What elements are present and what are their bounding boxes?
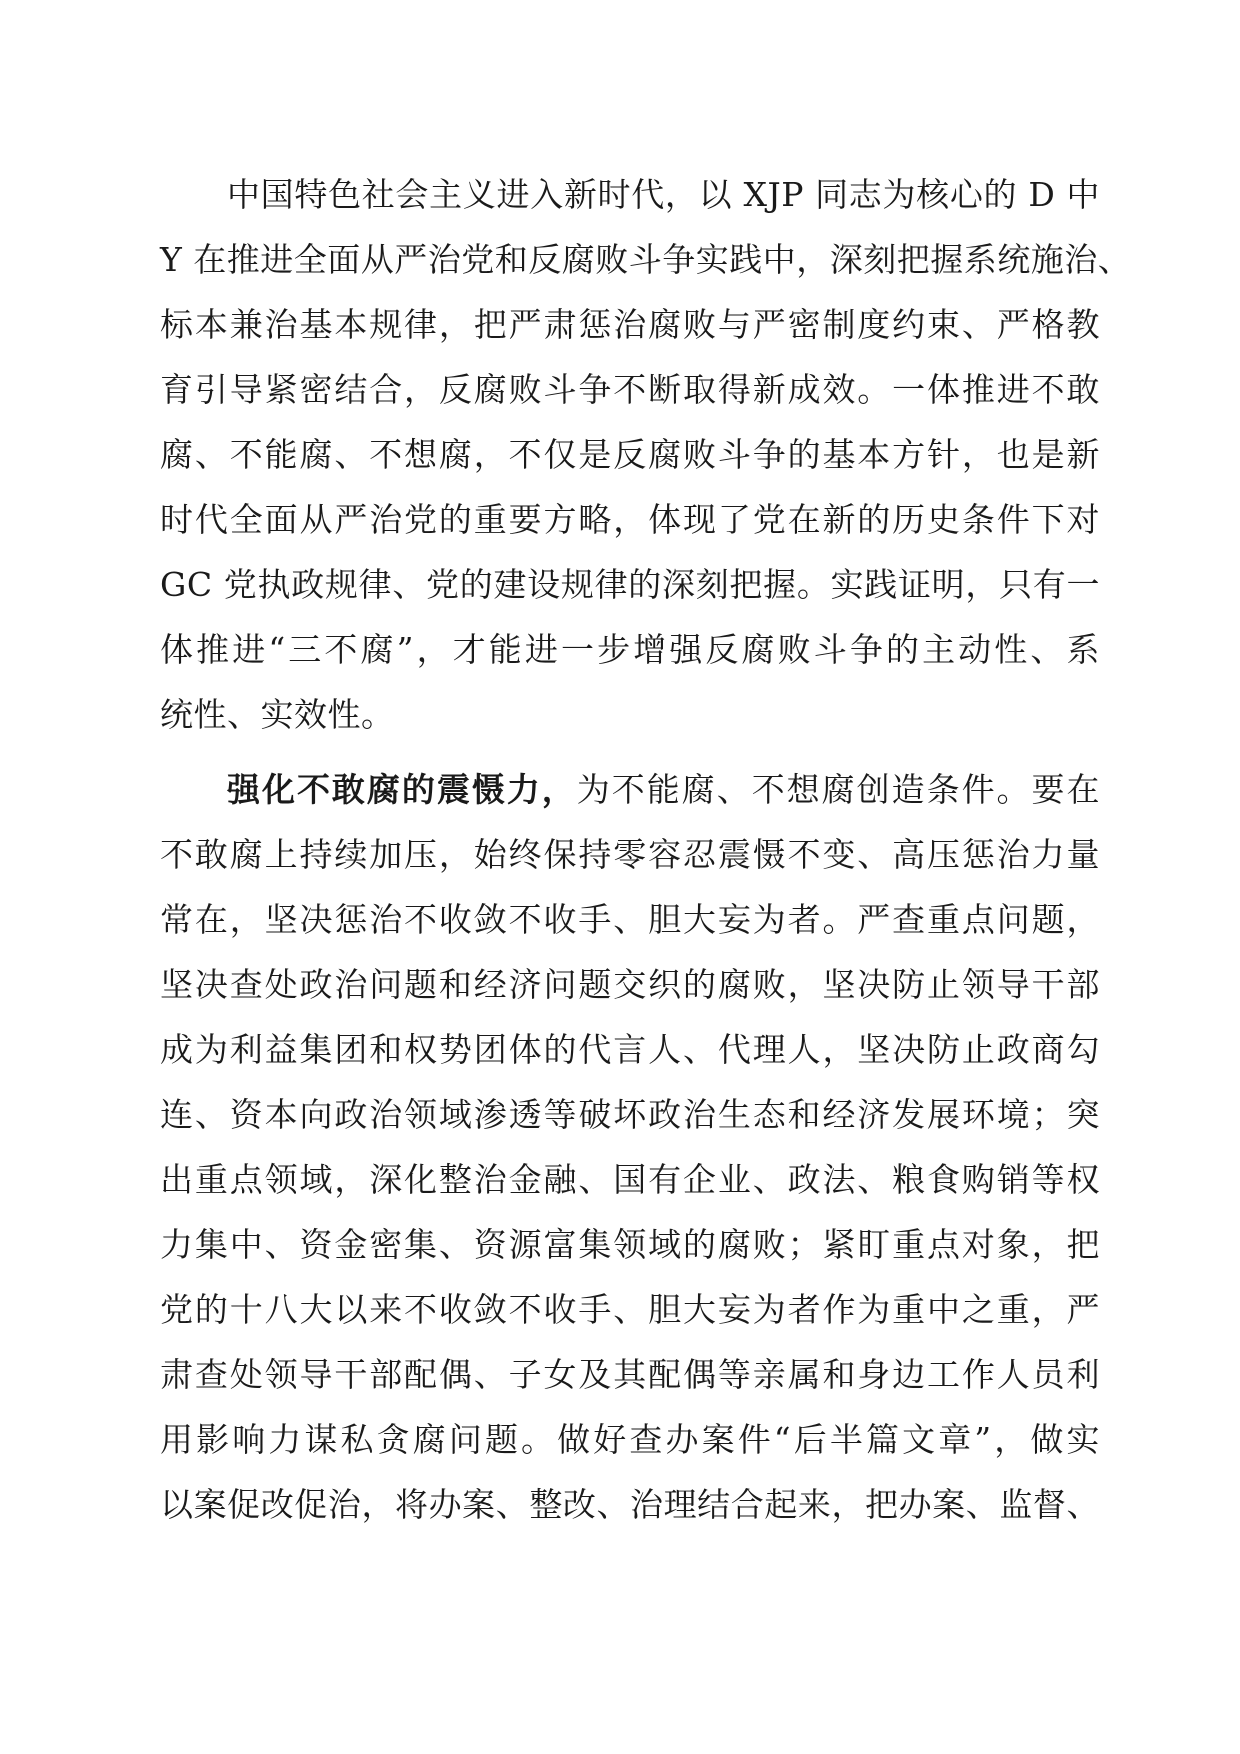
text-line: 统性、实效性。	[160, 695, 395, 734]
text-line: 连、资本向政治领域渗透等破坏政治生态和经济发展环境；突	[160, 1095, 1100, 1134]
text-line: 腐、不能腐、不想腐，不仅是反腐败斗争的基本方针，也是新	[160, 435, 1100, 474]
text-line: 时代全面从严治党的重要方略，体现了党在新的历史条件下对	[160, 500, 1100, 539]
text-line: 育引导紧密结合，反腐败斗争不断取得新成效。一体推进不敢	[160, 370, 1100, 409]
text-line-with-lead	[160, 757, 1100, 822]
text-line: 用影响力谋私贪腐问题。做好查办案件“后半篇文章”，做实	[160, 1420, 1100, 1459]
text-line: 出重点领域，深化整治金融、国有企业、政法、粮食购销等权	[160, 1160, 1100, 1199]
text-line: 常在，坚决惩治不收敛不收手、胆大妄为者。严查重点问题，	[160, 900, 1100, 939]
text-line-rest: 为不能腐、不想腐创造条件。要在	[576, 770, 1101, 809]
text-line: 党的十八大以来不收敛不收手、胆大妄为者作为重中之重，严	[160, 1290, 1100, 1329]
text-line: Y 在推进全面从严治党和反腐败斗争实践中，深刻把握系统施治、	[160, 240, 1132, 279]
text-line: 体推进“三不腐”，才能进一步增强反腐败斗争的主动性、系	[160, 630, 1100, 669]
text-line: 坚决查处政治问题和经济问题交织的腐败，坚决防止领导干部	[160, 965, 1100, 1004]
paragraph-1	[160, 162, 1132, 747]
text-line: 中国特色社会主义进入新时代，以 XJP 同志为核心的 D 中	[227, 175, 1100, 214]
paragraph-2	[160, 757, 1100, 1537]
paragraph-lead: 强化不敢腐的震慑力，	[227, 770, 577, 809]
text-line: 不敢腐上持续加压，始终保持零容忍震慑不变、高压惩治力量	[160, 835, 1100, 874]
text-line: 力集中、资金密集、资源富集领域的腐败；紧盯重点对象，把	[160, 1225, 1100, 1264]
text-line: GC 党执政规律、党的建设规律的深刻把握。实践证明，只有一	[160, 565, 1100, 604]
text-line: 以案促改促治，将办案、整改、治理结合起来，把办案、监督、	[160, 1485, 1100, 1524]
text-line: 肃查处领导干部配偶、子女及其配偶等亲属和身边工作人员利	[160, 1355, 1100, 1394]
document-body	[160, 162, 1132, 1537]
text-line: 成为利益集团和权势团体的代言人、代理人，坚决防止政商勾	[160, 1030, 1100, 1069]
text-line: 标本兼治基本规律，把严肃惩治腐败与严密制度约束、严格教	[160, 305, 1100, 344]
